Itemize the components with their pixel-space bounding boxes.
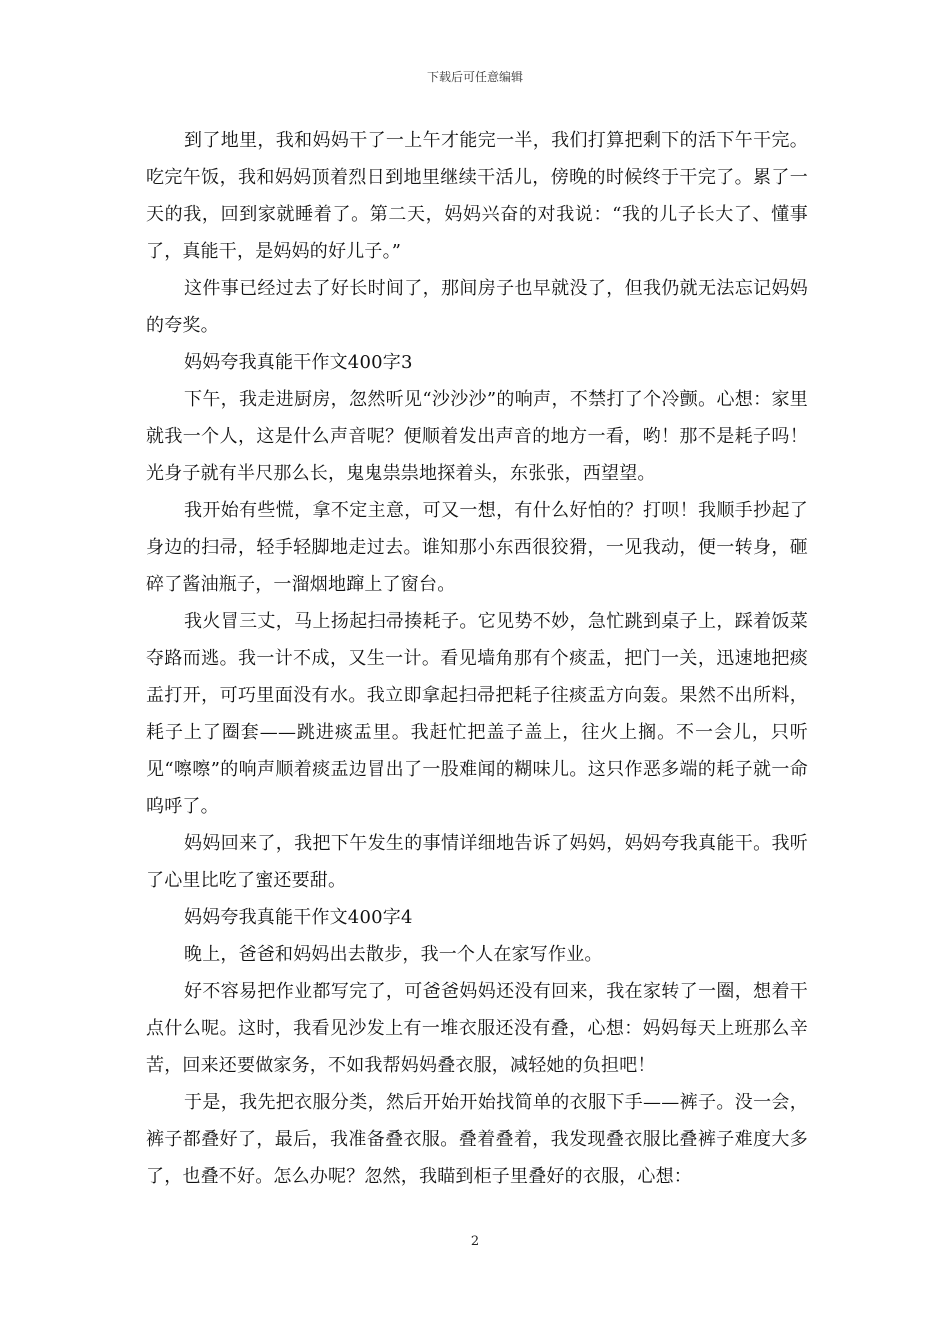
paragraph: 到了地里，我和妈妈干了一上午才能完一半，我们打算把剩下的活下午干完。吃完午饭，我和妈妈顶着烈日到地里继续干活儿，傍晚的时候终于干完了。累了一天的我，回到家就睡着了。第二天，妈妈兴奋的对我说：“我的儿子长大了、懂事了，真能干，是妈妈的好儿子。” xyxy=(146,130,808,262)
paragraph: 下午，我走进厨房，忽然听见“沙沙沙”的响声，不禁打了个冷颤。心想：家里就我一个人，这是什么声音呢？便顺着发出声音的地方一看，哟！那不是耗子吗！光身子就有半尺那么长，鬼鬼祟祟地探着头，东张张，西望望。 xyxy=(146,389,808,484)
section-heading: 妈妈夸我真能干作文400字3 xyxy=(184,352,413,373)
document-body xyxy=(146,122,808,1195)
paragraph: 这件事已经过去了好长时间了，那间房子也早就没了，但我仍就无法忘记妈妈的夸奖。 xyxy=(146,278,808,336)
paragraph: 好不容易把作业都写完了，可爸爸妈妈还没有回来，我在家转了一圈，想着干点什么呢。这时，我看见沙发上有一堆衣服还没有叠，心想：妈妈每天上班那么辛苦，回来还要做家务，不如我帮妈妈叠衣服，减轻她的负担吧！ xyxy=(146,981,808,1076)
page-header: 下载后可任意编辑 xyxy=(426,70,523,84)
paragraph: 我火冒三丈，马上扬起扫帚揍耗子。它见势不妙，急忙跳到桌子上，踩着饭菜夺路而逃。我一计不成，又生一计。看见墙角那有个痰盂，把门一关，迅速地把痰盂打开，可巧里面没有水。我立即拿起扫帚把耗子往痰盂方向轰。果然不出所料，耗子上了圈套——跳进痰盂里。我赶忙把盖子盖上，往火上搁。不一会儿，只听见“嚓嚓”的响声顺着痰盂边冒出了一股难闻的糊味儿。这只作恶多端的耗子就一命呜呼了。 xyxy=(146,611,808,817)
paragraph: 晚上，爸爸和妈妈出去散步，我一个人在家写作业。 xyxy=(184,944,603,965)
section-heading: 妈妈夸我真能干作文400字4 xyxy=(184,907,413,928)
page-number: 2 xyxy=(470,1234,480,1249)
paragraph: 我开始有些慌，拿不定主意，可又一想，有什么好怕的？打呗！我顺手抄起了身边的扫帚，轻手轻脚地走过去。谁知那小东西很狡猾，一见我动，便一转身，砸碎了酱油瓶子，一溜烟地蹿上了窗台。 xyxy=(146,500,808,595)
paragraph: 于是，我先把衣服分类，然后开始开始找简单的衣服下手——裤子。没一会，裤子都叠好了，最后，我准备叠衣服。叠着叠着，我发现叠衣服比叠裤子难度大多了，也叠不好。怎么办呢？忽然，我瞄到柜子里叠好的衣服，心想： xyxy=(146,1092,808,1187)
paragraph: 妈妈回来了，我把下午发生的事情详细地告诉了妈妈，妈妈夸我真能干。我听了心里比吃了蜜还要甜。 xyxy=(146,833,808,891)
